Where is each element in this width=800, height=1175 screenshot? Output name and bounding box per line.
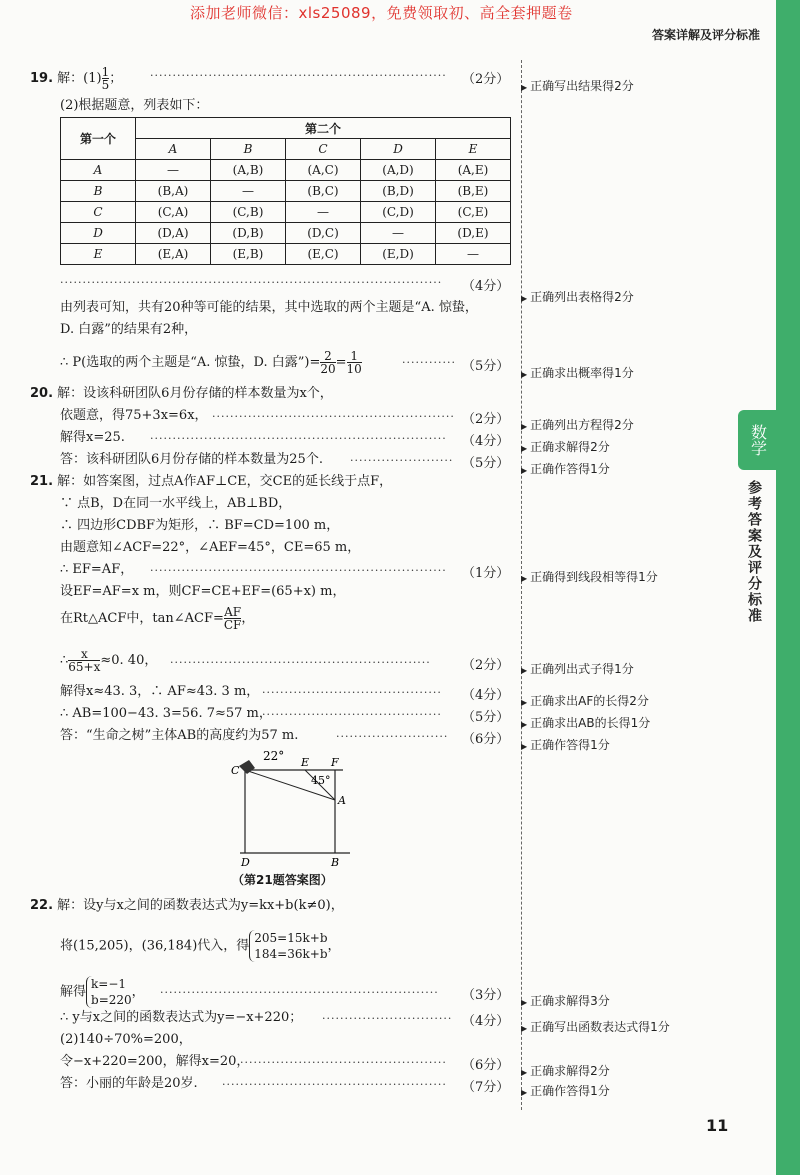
text: 将(15,205)，(36,184)代入，得 — [60, 938, 250, 954]
fraction: $\frac{1}{10}$ — [346, 349, 362, 376]
q21-line11: 答：“生命之树”主体AB的高度约为57 m. — [60, 728, 299, 743]
row-header: D — [61, 223, 136, 244]
table-row — [61, 202, 511, 223]
cell: (D,E) — [436, 223, 511, 244]
cell: (A,D) — [361, 160, 436, 181]
grading-note: ▶ 正确列出式子得1分 — [521, 660, 634, 677]
grading-note: ▶ 正确作答得1分 — [521, 1082, 610, 1099]
table-row — [61, 181, 511, 202]
side-title: 参考答案及评分标准 — [746, 480, 762, 624]
dot-leader: ·································································· — [150, 432, 447, 445]
divider-line — [521, 60, 522, 1110]
text: ， — [241, 611, 255, 626]
q19-line1 — [30, 66, 122, 91]
grading-note: ▶ 正确求出AB的长得1分 — [521, 714, 650, 731]
table-col: B — [211, 139, 286, 160]
cell: (A,B) — [211, 160, 286, 181]
drone-icon — [239, 760, 255, 774]
question-number: 20. — [30, 386, 54, 401]
equation-system: 205=15k+b 184=36k+b — [249, 930, 327, 962]
q22-line3 — [60, 976, 145, 1008]
page-number: 11 — [706, 1116, 729, 1135]
row-header: B — [61, 181, 136, 202]
q19-line2: (2)根据题意，列表如下： — [60, 98, 209, 113]
row-header: C — [61, 202, 136, 223]
cell: (B,A) — [136, 181, 211, 202]
text: ≈0. 40， — [100, 653, 158, 668]
table-col: D — [361, 139, 436, 160]
table-header-first: 第一个 — [61, 118, 136, 160]
score: （2分） — [462, 658, 510, 673]
watermark: 添加老师微信：xls25089，免费领取初、高全套押题卷 — [190, 4, 573, 22]
cell: (E,D) — [361, 244, 436, 265]
q20-line4: 答：该科研团队6月份存储的样本数量为25个. — [60, 452, 323, 467]
fraction: $\frac{AF}{CF}$ — [223, 605, 242, 632]
grading-note: ▶ 正确作答得1分 — [521, 736, 610, 753]
cell: (D,A) — [136, 223, 211, 244]
q22-line4: ∴ y与x之间的函数表达式为y=−x+220； — [60, 1010, 303, 1025]
cell: (E,A) — [136, 244, 211, 265]
cell: (E,C) — [286, 244, 361, 265]
text: 解：(1) — [57, 71, 102, 86]
question-number: 21. — [30, 474, 54, 489]
table-col: E — [436, 139, 511, 160]
q21-line8 — [60, 648, 157, 673]
subject-tab: 数学 — [738, 410, 778, 470]
text: ∴ P(选取的两个主题是“A. 惊蛰，D. 白露”)= — [60, 355, 321, 370]
solution-system: k=−1 b=220 — [86, 976, 132, 1008]
text: 解得 — [60, 984, 87, 1000]
score: （3分） — [462, 988, 510, 1003]
dot-leader: ····················································································· — [60, 276, 443, 289]
table-header-second: 第二个 — [136, 118, 511, 139]
grading-note: ▶ 正确求解得2分 — [521, 438, 610, 455]
dot-leader: ·································································· — [150, 69, 447, 82]
text: ； — [109, 71, 123, 86]
point-label: F — [331, 756, 339, 769]
cell: (C,B) — [211, 202, 286, 223]
score: （2分） — [462, 72, 510, 87]
dot-leader: ····························· — [322, 1012, 453, 1025]
dot-leader: ·············································· — [240, 1056, 447, 1069]
q19-line5 — [60, 350, 362, 375]
dot-leader: ·································································· — [150, 564, 447, 577]
grading-note: ▶ 正确求出概率得1分 — [521, 364, 634, 381]
side-color-bar — [776, 0, 800, 1175]
text: = — [335, 355, 347, 370]
table-row — [61, 160, 511, 181]
grading-note: ▶ 正确列出表格得2分 — [521, 288, 634, 305]
cell: (C,E) — [436, 202, 511, 223]
grading-note: ▶ 正确得到线段相等得1分 — [521, 568, 658, 585]
outcome-table — [60, 117, 511, 265]
q21-line5: ∴ EF=AF， — [60, 562, 134, 577]
q22-line2 — [60, 930, 341, 962]
cell: (B,D) — [361, 181, 436, 202]
text: ∴ — [60, 653, 69, 668]
question-number: 22. — [30, 898, 54, 913]
q22-line7: 答：小丽的年龄是20岁. — [60, 1076, 198, 1091]
q21-line4: 由题意知∠ACF=22°，∠AEF=45°，CE=65 m， — [60, 540, 361, 555]
figure-caption: （第21题答案图） — [232, 873, 333, 887]
score: （2分） — [462, 412, 510, 427]
q21-line9: 解得x≈43. 3，∴ AF≈43. 3 m， — [60, 684, 260, 699]
dot-leader: ········································ — [262, 708, 442, 721]
score: （5分） — [462, 456, 510, 471]
cell: — — [436, 244, 511, 265]
grading-note: ▶ 正确写出结果得2分 — [521, 77, 634, 94]
point-label: C — [231, 764, 240, 777]
dot-leader: ························· — [336, 730, 449, 743]
point-label: B — [331, 856, 340, 869]
score: （5分） — [462, 710, 510, 725]
grading-note: ▶ 正确求解得3分 — [521, 992, 610, 1009]
q21-line2: ∵ 点B，D在同一水平线上，AB⊥BD， — [60, 496, 292, 511]
q22-line1 — [30, 898, 344, 914]
score: （6分） — [462, 1058, 510, 1073]
dot-leader: ············ — [402, 356, 456, 369]
text: 在Rt△ACF中，tan∠ACF= — [60, 611, 224, 626]
text: 解：设该科研团队6月份存储的样本数量为x个， — [57, 386, 333, 401]
cell: (B,C) — [286, 181, 361, 202]
dot-leader: ······················· — [350, 454, 454, 467]
score: （5分） — [462, 359, 510, 374]
cell: (D,B) — [211, 223, 286, 244]
q19-line3: 由列表可知，共有20种等可能的结果，其中选取的两个主题是“A. 惊蛰， — [60, 300, 478, 315]
score: （4分） — [462, 688, 510, 703]
q21-line3: ∴ 四边形CDBF为矩形，∴ BF=CD=100 m， — [60, 518, 340, 533]
score: （7分） — [462, 1080, 510, 1095]
point-label: E — [301, 756, 310, 769]
score: （1分） — [462, 566, 510, 581]
text: 解：如答案图，过点A作AF⊥CE，交CE的延长线于点F， — [57, 474, 393, 489]
cell: (B,E) — [436, 181, 511, 202]
q20-line3: 解得x=25. — [60, 430, 125, 445]
score: （6分） — [462, 732, 510, 747]
grading-note: ▶ 正确作答得1分 — [521, 460, 610, 477]
row-header: E — [61, 244, 136, 265]
grading-note: ▶ 正确求出AF的长得2分 — [521, 692, 649, 709]
score: （4分） — [462, 1014, 510, 1029]
fraction: $\frac{x}{65+x}$ — [68, 647, 101, 674]
q21-figure — [225, 748, 365, 873]
cell: — — [211, 181, 286, 202]
cell: (D,C) — [286, 223, 361, 244]
cell: (E,B) — [211, 244, 286, 265]
grading-note: ▶ 正确列出方程得2分 — [521, 416, 634, 433]
cell: (A,C) — [286, 160, 361, 181]
q20-line1 — [30, 386, 333, 402]
dot-leader: ········································ — [262, 686, 442, 699]
grading-note: ▶ 正确写出函数表达式得1分 — [521, 1018, 670, 1035]
text: 解：设y与x之间的函数表达式为y=kx+b(k≠0)， — [57, 898, 344, 913]
point-label: A — [338, 794, 346, 807]
text: ， — [131, 984, 145, 1000]
text: ， — [327, 938, 341, 954]
cell: (C,A) — [136, 202, 211, 223]
row-header: A — [61, 160, 136, 181]
dot-leader: ·················································· — [222, 1078, 447, 1091]
fraction: $\frac{2}{20}$ — [320, 349, 336, 376]
q22-line5: (2)140÷70%=200， — [60, 1032, 192, 1047]
grading-note: ▶ 正确求解得2分 — [521, 1062, 610, 1079]
page-header: 答案详解及评分标准 — [651, 28, 760, 42]
cell: (C,D) — [361, 202, 436, 223]
q20-line2: 依题意，得75+3x=6x， — [60, 408, 208, 423]
question-number: 19. — [30, 71, 54, 86]
table-row — [61, 244, 511, 265]
point-label: D — [241, 856, 250, 869]
table-col: A — [136, 139, 211, 160]
dot-leader: ······························································ — [160, 986, 439, 999]
cell: — — [286, 202, 361, 223]
fraction: $\frac{1}{5}$ — [101, 65, 110, 92]
score: （4分） — [462, 434, 510, 449]
q19-line4: D. 白露”的结果有2种， — [60, 322, 198, 337]
angle-label: 22° — [263, 749, 285, 763]
dot-leader: ·························································· — [170, 656, 431, 669]
q21-line7 — [60, 606, 254, 631]
angle-label: 45° — [311, 774, 331, 787]
q22-line6: 令−x+220=200，解得x=20， — [60, 1054, 250, 1069]
cell: — — [136, 160, 211, 181]
q21-line1 — [30, 474, 392, 490]
cell: — — [361, 223, 436, 244]
dot-leader: ······················································ — [212, 410, 455, 423]
table-row — [61, 223, 511, 244]
score: （4分） — [462, 279, 510, 294]
q21-line6: 设EF=AF=x m，则CF=CE+EF=(65+x) m， — [60, 584, 346, 599]
cell: (A,E) — [436, 160, 511, 181]
q21-line10: ∴ AB=100−43. 3=56. 7≈57 m， — [60, 706, 272, 721]
table-col: C — [286, 139, 361, 160]
